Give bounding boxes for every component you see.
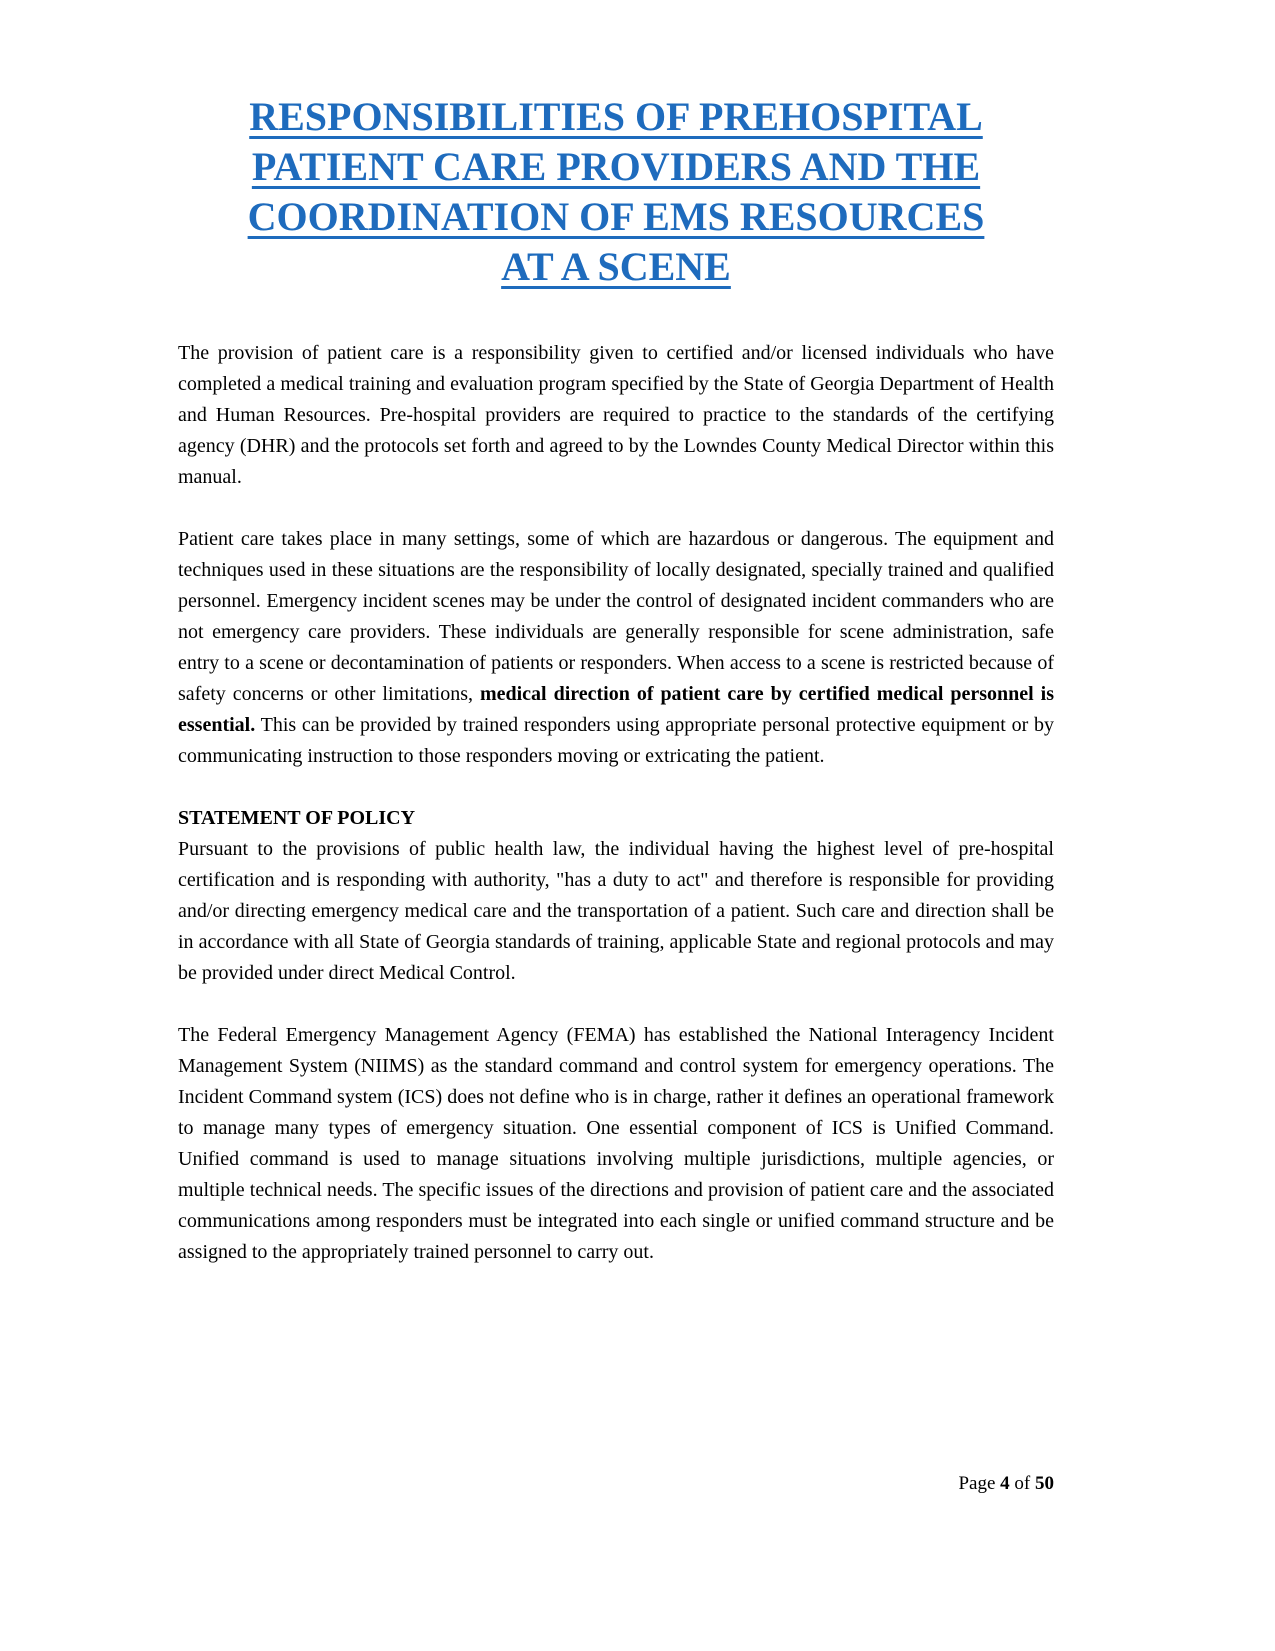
footer-page-number: 4 bbox=[1000, 1473, 1010, 1494]
paragraph-2-text-before: Patient care takes place in many settings, some of which are hazardous or dangerous. The equipment and techniques used in these situations are the responsibility of locally designated, specially trained and qualified personnel. Emergency incident scenes may be under the control of designated incident commanders who are not emergency care providers. These individuals are generally responsible for scene administration, safe entry to a scene or decontamination of patients or responders. When access to a scene is restricted because of safety concerns or other limitations, bbox=[178, 528, 1054, 705]
title-line-2: PATIENT CARE PROVIDERS AND THE bbox=[251, 144, 981, 189]
footer-total-pages: 50 bbox=[1035, 1473, 1054, 1494]
title-line-3: COORDINATION OF EMS RESOURCES bbox=[247, 194, 985, 239]
paragraph-fema-niims: The Federal Emergency Management Agency (FEMA) has established the National Interagency Incident Management System (NIIMS) as the standard command and control system for emergency operations. The Incident Command system (ICS) does not define who is in charge, rather it defines an operational framework to manage many types of emergency situation. One essential component of ICS is Unified Command. Unified command is used to manage situations involving multiple jurisdictions, multiple agencies, or multiple technical needs. The specific issues of the directions and provision of patient care and the associated communications among responders must be integrated into each single or unified command structure and be assigned to the appropriately trained personnel to carry out. bbox=[178, 1024, 1054, 1263]
paragraph-provision-of-care: The provision of patient care is a responsibility given to certified and/or licensed individuals who have completed a medical training and evaluation program specified by the State of Georgia Department of Health and Human Resources. Pre-hospital providers are required to practice to the standards of the certifying agency (DHR) and the protocols set forth and agreed to by the Lowndes County Medical Director within this manual. bbox=[178, 342, 1054, 488]
paragraph-statement-of-policy: Pursuant to the provisions of public health law, the individual having the highest level of pre-hospital certification and is responding with authority, "has a duty to act" and therefore is responsible for providing and/or directing emergency medical care and the transportation of a patient. Such care and direction shall be in accordance with all State of Georgia standards of training, applicable State and regional protocols and may be provided under direct Medical Control. bbox=[178, 838, 1054, 984]
title-line-4: AT A SCENE bbox=[501, 244, 731, 289]
footer-of-label: of bbox=[1009, 1473, 1035, 1494]
paragraph-2-bold-text: medical direction of patient care by certified medical personnel is essential. bbox=[178, 683, 1054, 736]
paragraph-2-text-after: This can be provided by trained responders using appropriate personal protective equipment or by communicating instruction to those responders moving or extricating the patient. bbox=[178, 714, 1054, 767]
document-title bbox=[178, 92, 1054, 292]
title-line-1: RESPONSIBILITIES OF PREHOSPITAL bbox=[249, 94, 983, 139]
section-heading-statement-of-policy: STATEMENT OF POLICY bbox=[178, 807, 416, 829]
paragraph-patient-care-settings bbox=[178, 524, 1054, 772]
footer-page-label: Page bbox=[958, 1473, 1001, 1494]
page-footer bbox=[958, 1472, 1054, 1497]
document-content bbox=[178, 92, 1054, 1299]
